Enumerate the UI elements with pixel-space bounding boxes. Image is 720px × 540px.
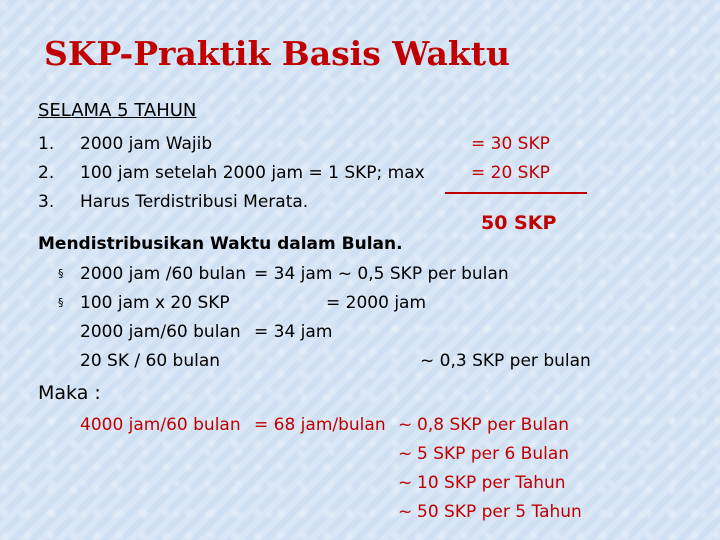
sum-divider-line <box>445 192 587 194</box>
conclusion-result: 50 SKP per 5 Tahun <box>417 502 582 522</box>
conclusion-result: 10 SKP per Tahun <box>417 473 566 493</box>
tilde-symbol: ~ <box>398 415 413 435</box>
distribution-result: = 34 jam ~ 0,5 SKP per bulan <box>254 264 509 284</box>
section-heading-distribution: Mendistribusikan Waktu dalam Bulan. <box>38 234 403 254</box>
distribution-calc: 20 SK / 60 bulan <box>80 351 221 371</box>
section-heading-conclusion: Maka : <box>38 382 101 404</box>
item-number: 2. <box>38 163 55 183</box>
item-number: 3. <box>38 192 55 212</box>
square-bullet-icon: § <box>58 267 64 280</box>
item-value: = 30 SKP <box>471 134 550 154</box>
tilde-symbol: ~ <box>398 444 413 464</box>
conclusion-calc: 4000 jam/60 bulan <box>80 415 241 435</box>
section-heading-5-years: SELAMA 5 TAHUN <box>38 100 197 121</box>
square-bullet-icon: § <box>58 296 64 309</box>
tilde-symbol: ~ <box>398 502 413 522</box>
item-value: = 20 SKP <box>471 163 550 183</box>
item-text: Harus Terdistribusi Merata. <box>80 192 309 212</box>
distribution-result: = 2000 jam <box>326 293 427 313</box>
tilde-symbol: ~ <box>398 473 413 493</box>
item-number: 1. <box>38 134 55 154</box>
distribution-calc: 2000 jam/60 bulan <box>80 322 241 342</box>
item-text: 100 jam setelah 2000 jam = 1 SKP; max <box>80 163 425 183</box>
item-text: 2000 jam Wajib <box>80 134 213 154</box>
slide-title: SKP-Praktik Basis Waktu <box>44 34 510 73</box>
conclusion-result: 5 SKP per 6 Bulan <box>417 444 570 464</box>
distribution-calc: 100 jam x 20 SKP <box>80 293 230 313</box>
distribution-result: = 34 jam <box>254 322 333 342</box>
conclusion-hours: = 68 jam/bulan <box>254 415 386 435</box>
distribution-result: ~ 0,3 SKP per bulan <box>420 351 591 371</box>
total-skp: 50 SKP <box>481 212 557 234</box>
distribution-calc: 2000 jam /60 bulan <box>80 264 247 284</box>
conclusion-result: 0,8 SKP per Bulan <box>417 415 570 435</box>
